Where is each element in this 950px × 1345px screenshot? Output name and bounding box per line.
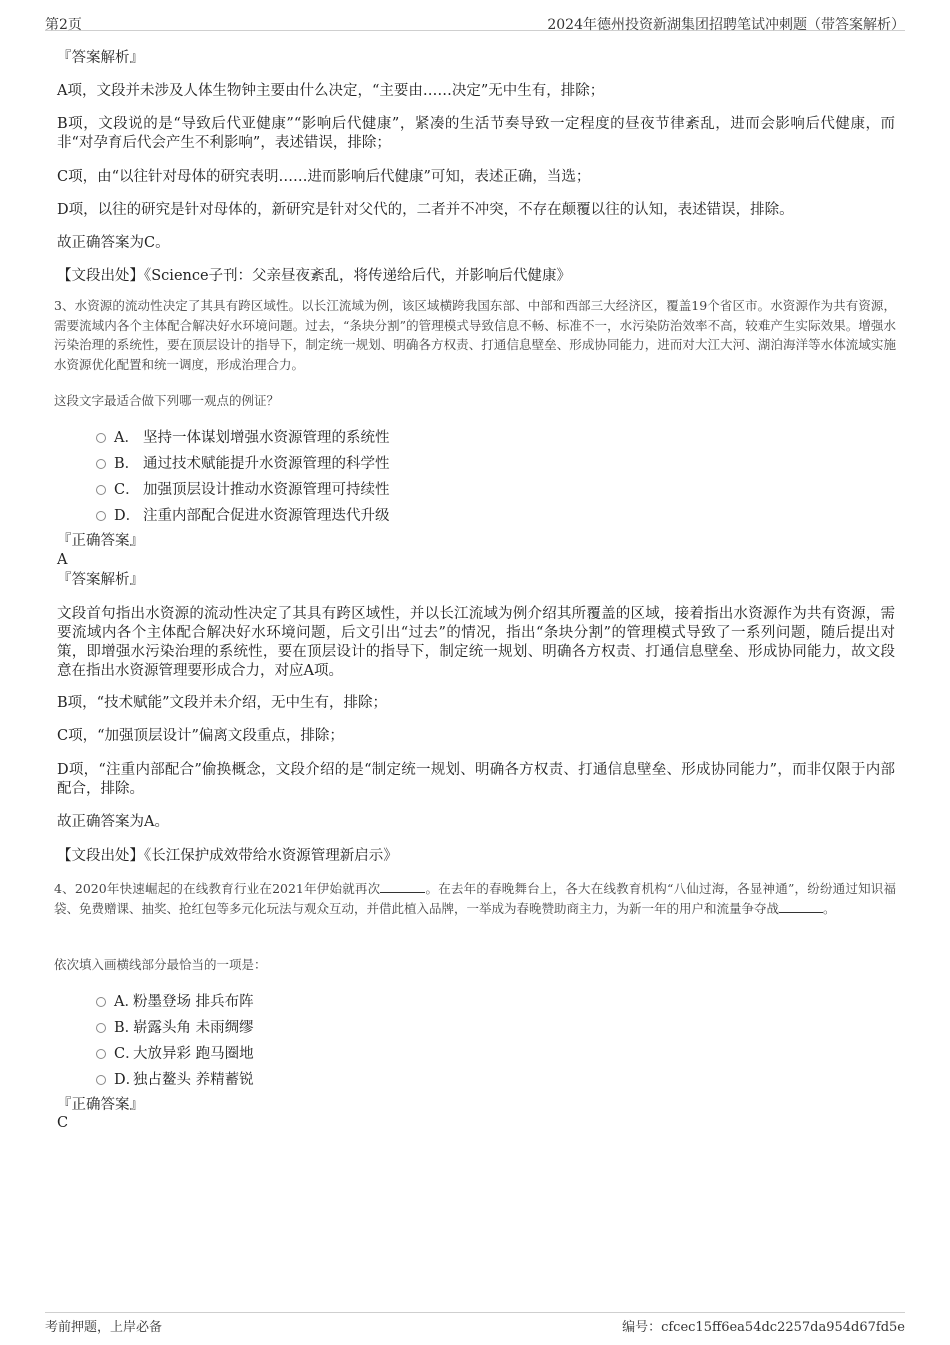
q3-analysis-d: D项，“注重内部配合”偷换概念，文段介绍的是“制定统一规划、明确各方权责、打通信息壁垒、形成协同能力”，而非仅限于内部配合，排除。 (57, 762, 895, 797)
radio-icon[interactable] (96, 459, 106, 469)
q2-source: 【文段出处】《Science子刊：父亲昼夜紊乱，将传递给后代，并影响后代健康》 (57, 268, 572, 284)
q4-stem-part1: 4、2020年快速崛起的在线教育行业在2021年伊始就再次 (54, 881, 381, 896)
option-letter: D． (114, 508, 141, 524)
q3-source: 【文段出处】《长江保护成效带给水资源管理新启示》 (57, 848, 398, 864)
fill-blank-1 (380, 880, 425, 893)
page-footer (45, 1312, 905, 1337)
radio-icon[interactable] (96, 1023, 106, 1033)
footer-slogan: 考前押题，上岸必备 (45, 1320, 163, 1335)
page-header (45, 8, 905, 31)
q3-analysis-b: B项，“技术赋能”文段并未介绍，无中生有，排除； (57, 695, 387, 711)
document-title: 2024年德州投资新湖集团招聘笔试冲刺题（带答案解析） (547, 17, 905, 33)
q3-stem: 3、水资源的流动性决定了其具有跨区域性。以长江流域为例，该区域横跨我国东部、中部和西部三大经济区，覆盖19个省区市。水资源作为共有资源，需要流域内各个主体配合解决好水环境问题。过去，“条块分割”的管理模式导致信息不畅、标准不一，水污染防治效率不高，较难产生实际效果。增强水污染治理的系统性，要在顶层设计的指导下，制定统一规划、明确各方权责、打通信息壁垒、形成协同能力，进而对大江大河、湖泊海洋等水体流域实施水资源优化配置和统一调度，形成治理合力。 (54, 298, 896, 372)
radio-icon[interactable] (96, 433, 106, 443)
option-text: 崭露头角 未雨绸缪 (133, 1020, 254, 1036)
option-text: 独占鳌头 养精蓄锐 (133, 1072, 254, 1088)
radio-icon[interactable] (96, 997, 106, 1007)
q3-conclusion: 故正确答案为A。 (57, 814, 169, 830)
option-letter: B． (114, 1020, 140, 1036)
radio-icon[interactable] (96, 511, 106, 521)
option-letter: B． (114, 456, 140, 472)
document-code: 编号：cfcec15ff6ea54dc2257da954d67fd5e (622, 1320, 905, 1335)
option-text: 粉墨登场 排兵布阵 (133, 994, 254, 1010)
q4-question: 依次填入画横线部分最恰当的一项是： (54, 957, 267, 972)
q2-analysis-a: A项，文段并未涉及人体生物钟主要由什么决定，“主要由……决定”无中生有，排除； (57, 83, 605, 99)
q2-analysis-c: C项，由“以往针对母体的研究表明……进而影响后代健康”可知，表述正确，当选； (57, 169, 591, 185)
q2-conclusion: 故正确答案为C。 (57, 235, 170, 251)
q3-analysis-c: C项，“加强顶层设计”偏离文段重点，排除； (57, 728, 344, 744)
q4-answer-heading: 『正确答案』 (57, 1097, 144, 1113)
option-letter: C． (114, 1046, 140, 1062)
option-text: 注重内部配合促进水资源管理迭代升级 (143, 508, 390, 524)
q3-answer: A (57, 552, 68, 568)
radio-icon[interactable] (96, 485, 106, 495)
q4-answer: C (57, 1115, 69, 1131)
q3-question: 这段文字最适合做下列哪一观点的例证？ (54, 393, 280, 408)
q2-analysis-d: D项，以往的研究是针对母体的，新研究是针对父代的，二者并不冲突，不存在颠覆以往的认知，表述错误，排除。 (57, 202, 794, 218)
q2-analysis-b: B项，文段说的是“导致后代亚健康”“影响后代健康”，紧凑的生活节奏导致一定程度的昼夜节律紊乱，进而会影响后代健康，而非“对孕育后代会产生不利影响”，表述错误，排除； (57, 116, 895, 151)
q3-answer-heading: 『正确答案』 (57, 533, 144, 549)
q3-analysis-main: 文段首句指出水资源的流动性决定了其具有跨区域性，并以长江流域为例介绍其所覆盖的区域，接着指出水资源作为共有资源，需要流域内各个主体配合解决好水环境问题，后文引出“过去”的情况，指出“条块分割”的管理模式导致了一系列问题，随后提出对策，即增强水污染治理的系统性，要在顶层设计的指导下，制定统一规划、明确各方权责、打通信息壁垒、形成协同能力，故文段意在指出水资源管理要形成合力，对应A项。 (57, 606, 895, 679)
q3-analysis-heading: 『答案解析』 (57, 572, 144, 588)
option-letter: C． (114, 482, 140, 498)
option-text: 大放异彩 跑马圈地 (133, 1046, 254, 1062)
option-text: 坚持一体谋划增强水资源管理的系统性 (143, 430, 390, 446)
option-text: 通过技术赋能提升水资源管理的科学性 (143, 456, 390, 472)
option-letter: A． (114, 994, 139, 1010)
radio-icon[interactable] (96, 1049, 106, 1059)
q4-stem (54, 879, 896, 918)
q4-stem-part3: 。 (823, 900, 836, 916)
q4-stem-part2: 。在去年的春晚舞台上，各大在线教育机构“八仙过海，各显神通”，纷纷通过知识福袋、免费赠课、抽奖、抢红包等多元化玩法与观众互动，并借此植入品牌，一举成为春晚赞助商主力，为新一年的用户和流量争夺战 (54, 881, 896, 916)
radio-icon[interactable] (96, 1075, 106, 1085)
option-text: 加强顶层设计推动水资源管理可持续性 (143, 482, 390, 498)
q2-analysis-heading: 『答案解析』 (57, 50, 144, 66)
fill-blank-2 (779, 900, 823, 913)
option-letter: D． (114, 1072, 141, 1088)
option-letter: A． (114, 430, 139, 446)
page-number: 第2页 (45, 17, 82, 33)
